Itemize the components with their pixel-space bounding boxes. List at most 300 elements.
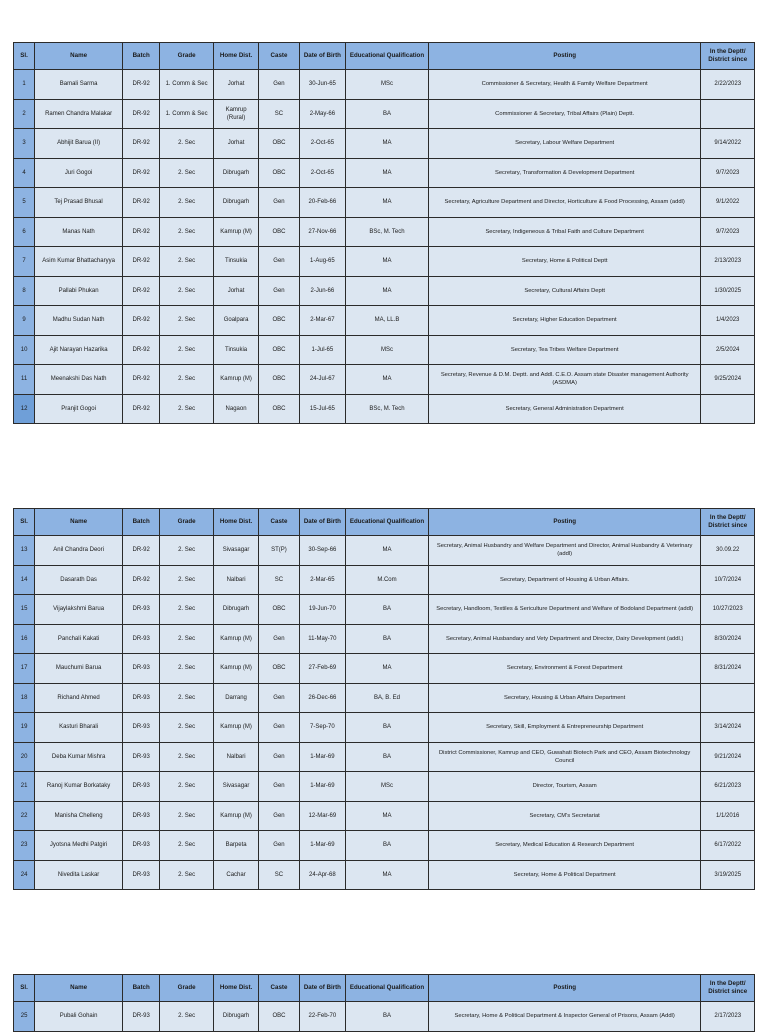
cell-home: Kamrup (M) <box>213 365 258 395</box>
cell-name: Mauchumi Barua <box>35 654 123 684</box>
cell-grade: 1. Comm & Sec <box>160 70 214 100</box>
cell-sl: 7 <box>14 247 35 277</box>
cell-posting: Secretary, Transformation & Development Department <box>428 158 701 188</box>
cell-edu: MA, LL.B <box>346 306 429 336</box>
officer-table-3 <box>13 974 755 1032</box>
column-header-home: Home Dist. <box>213 43 258 70</box>
cell-edu: BSc, M. Tech <box>346 217 429 247</box>
cell-caste: Gen <box>259 742 299 772</box>
cell-grade: 2. Sec <box>160 772 214 802</box>
cell-dob: 1-Aug-65 <box>299 247 345 277</box>
cell-caste: Gen <box>259 713 299 743</box>
cell-home: Jorhat <box>213 70 258 100</box>
cell-dob: 24-Jul-67 <box>299 365 345 395</box>
cell-name: Ranoj Kumar Borkataky <box>35 772 123 802</box>
table-row <box>14 536 755 566</box>
cell-grade: 2. Sec <box>160 831 214 861</box>
cell-caste: OBC <box>259 335 299 365</box>
table-row <box>14 158 755 188</box>
cell-posting: Secretary, Tea Tribes Welfare Department <box>428 335 701 365</box>
cell-home: Darrang <box>213 683 258 713</box>
cell-posting: Secretary, Medical Education & Research Department <box>428 831 701 861</box>
cell-name: Nivedita Laskar <box>35 860 123 890</box>
table-row <box>14 831 755 861</box>
cell-name: Juri Gogoi <box>35 158 123 188</box>
cell-home: Goalpara <box>213 306 258 336</box>
cell-since: 1/4/2023 <box>701 306 755 336</box>
cell-grade: 2. Sec <box>160 595 214 625</box>
cell-dob: 2-Oct-65 <box>299 129 345 159</box>
cell-since: 9/1/2022 <box>701 188 755 218</box>
cell-batch: DR-92 <box>123 365 160 395</box>
header-row <box>14 975 755 1002</box>
cell-caste: SC <box>259 565 299 595</box>
cell-dob: 1-Mar-69 <box>299 742 345 772</box>
cell-dob: 20-Feb-66 <box>299 188 345 218</box>
cell-sl: 14 <box>14 565 35 595</box>
cell-grade: 2. Sec <box>160 1002 214 1032</box>
table-row <box>14 860 755 890</box>
cell-posting: Secretary, General Administration Department <box>428 394 701 424</box>
column-header-name: Name <box>35 975 123 1002</box>
cell-sl: 23 <box>14 831 35 861</box>
cell-dob: 2-Mar-67 <box>299 306 345 336</box>
column-header-name: Name <box>35 509 123 536</box>
cell-name: Pallabi Phukan <box>35 276 123 306</box>
cell-dob: 1-Mar-69 <box>299 831 345 861</box>
column-header-dob: Date of Birth <box>299 509 345 536</box>
column-header-since: In the Deptt/ District since <box>701 509 755 536</box>
header-row <box>14 43 755 70</box>
table-row <box>14 772 755 802</box>
cell-edu: BA <box>346 595 429 625</box>
cell-edu: MA <box>346 158 429 188</box>
cell-grade: 2. Sec <box>160 306 214 336</box>
cell-sl: 12 <box>14 394 35 424</box>
cell-name: Bamali Sarma <box>35 70 123 100</box>
cell-since: 9/21/2024 <box>701 742 755 772</box>
cell-posting: Commissioner & Secretary, Tribal Affairs (Plain) Deptt. <box>428 99 701 129</box>
table-row <box>14 624 755 654</box>
cell-caste: SC <box>259 99 299 129</box>
cell-caste: Gen <box>259 188 299 218</box>
cell-edu: MA <box>346 801 429 831</box>
cell-posting: Secretary, Cultural Affairs Deptt <box>428 276 701 306</box>
cell-posting: Secretary, Indigeneous & Tribal Faith and Culture Department <box>428 217 701 247</box>
data-table <box>13 42 755 424</box>
cell-posting: Secretary, Agriculture Department and Director, Horticulture & Food Processing, Assam (addl) <box>428 188 701 218</box>
cell-grade: 2. Sec <box>160 247 214 277</box>
cell-caste: OBC <box>259 217 299 247</box>
cell-caste: OBC <box>259 1002 299 1032</box>
cell-since: 3/19/2025 <box>701 860 755 890</box>
cell-edu: BSc, M. Tech <box>346 394 429 424</box>
cell-posting: Secretary, Housing & Urban Affairs Department <box>428 683 701 713</box>
officer-table-2 <box>13 508 755 890</box>
cell-posting: Secretary, CM's Secretariat <box>428 801 701 831</box>
cell-sl: 24 <box>14 860 35 890</box>
cell-batch: DR-92 <box>123 335 160 365</box>
column-header-sl: Sl. <box>14 43 35 70</box>
cell-name: Abhijit Barua (II) <box>35 129 123 159</box>
cell-dob: 2-Mar-65 <box>299 565 345 595</box>
cell-name: Dasarath Das <box>35 565 123 595</box>
cell-grade: 2. Sec <box>160 860 214 890</box>
cell-dob: 22-Feb-70 <box>299 1002 345 1032</box>
table-row <box>14 801 755 831</box>
cell-edu: M.Com <box>346 565 429 595</box>
cell-home: Nagaon <box>213 394 258 424</box>
cell-sl: 3 <box>14 129 35 159</box>
cell-dob: 27-Nov-66 <box>299 217 345 247</box>
cell-dob: 1-Jul-65 <box>299 335 345 365</box>
table-row <box>14 335 755 365</box>
column-header-posting: Posting <box>428 43 701 70</box>
cell-sl: 4 <box>14 158 35 188</box>
column-header-since: In the Deptt/ District since <box>701 975 755 1002</box>
cell-since: 9/25/2024 <box>701 365 755 395</box>
table-row <box>14 70 755 100</box>
table-row <box>14 99 755 129</box>
cell-batch: DR-92 <box>123 70 160 100</box>
cell-batch: DR-93 <box>123 1002 160 1032</box>
cell-dob: 2-Jun-66 <box>299 276 345 306</box>
cell-grade: 2. Sec <box>160 683 214 713</box>
cell-grade: 2. Sec <box>160 654 214 684</box>
cell-caste: OBC <box>259 158 299 188</box>
cell-batch: DR-92 <box>123 306 160 336</box>
cell-posting: Secretary, Revenue & D.M. Deptt. and Addl. C.E.O. Assam state Disaster management Authority (ASDMA) <box>428 365 701 395</box>
column-header-caste: Caste <box>259 975 299 1002</box>
cell-edu: MA <box>346 860 429 890</box>
cell-sl: 22 <box>14 801 35 831</box>
cell-posting: Secretary, Home & Political Department <box>428 860 701 890</box>
cell-batch: DR-93 <box>123 654 160 684</box>
cell-grade: 2. Sec <box>160 565 214 595</box>
cell-caste: SC <box>259 860 299 890</box>
cell-since: 8/31/2024 <box>701 654 755 684</box>
cell-dob: 30-Sep-66 <box>299 536 345 566</box>
column-header-grade: Grade <box>160 43 214 70</box>
cell-grade: 2. Sec <box>160 394 214 424</box>
cell-edu: MA <box>346 188 429 218</box>
cell-edu: MA <box>346 129 429 159</box>
cell-dob: 19-Jun-70 <box>299 595 345 625</box>
cell-caste: Gen <box>259 276 299 306</box>
table-row <box>14 129 755 159</box>
cell-home: Sivasagar <box>213 536 258 566</box>
cell-name: Richand Ahmed <box>35 683 123 713</box>
cell-sl: 21 <box>14 772 35 802</box>
cell-grade: 2. Sec <box>160 188 214 218</box>
column-header-edu: Educational Qualification <box>346 509 429 536</box>
table-row <box>14 306 755 336</box>
cell-sl: 11 <box>14 365 35 395</box>
cell-dob: 2-May-66 <box>299 99 345 129</box>
cell-batch: DR-93 <box>123 624 160 654</box>
cell-batch: DR-93 <box>123 595 160 625</box>
cell-posting: Secretary, Department of Housing & Urban Affairs. <box>428 565 701 595</box>
cell-edu: MA <box>346 536 429 566</box>
cell-home: Dibrugarh <box>213 595 258 625</box>
cell-home: Nalbari <box>213 565 258 595</box>
cell-caste: ST(P) <box>259 536 299 566</box>
cell-home: Dibrugarh <box>213 158 258 188</box>
column-header-posting: Posting <box>428 509 701 536</box>
cell-sl: 13 <box>14 536 35 566</box>
cell-posting: Secretary, Home & Political Department & Inspector General of Prisons, Assam (Addl) <box>428 1002 701 1032</box>
cell-dob: 27-Feb-69 <box>299 654 345 684</box>
cell-dob: 1-Mar-69 <box>299 772 345 802</box>
cell-name: Deba Kumar Mishra <box>35 742 123 772</box>
table-row <box>14 713 755 743</box>
cell-grade: 2. Sec <box>160 158 214 188</box>
cell-caste: Gen <box>259 772 299 802</box>
table-row <box>14 1002 755 1032</box>
table-row <box>14 365 755 395</box>
cell-home: Dibrugarh <box>213 1002 258 1032</box>
data-table <box>13 508 755 890</box>
cell-home: Cachar <box>213 860 258 890</box>
cell-since: 2/13/2023 <box>701 247 755 277</box>
cell-name: Madhu Sudan Nath <box>35 306 123 336</box>
cell-edu: BA, B. Ed <box>346 683 429 713</box>
cell-posting: Secretary, Higher Education Department <box>428 306 701 336</box>
cell-posting: Secretary, Animal Husbandary and Vety Department and Director, Dairy Development (addl.) <box>428 624 701 654</box>
cell-posting: Commissioner & Secretary, Health & Family Welfare Department <box>428 70 701 100</box>
cell-since: 1/30/2025 <box>701 276 755 306</box>
cell-name: Anil Chandra Deori <box>35 536 123 566</box>
table-row <box>14 394 755 424</box>
cell-batch: DR-92 <box>123 276 160 306</box>
cell-name: Panchali Kakati <box>35 624 123 654</box>
cell-home: Nalbari <box>213 742 258 772</box>
cell-caste: OBC <box>259 306 299 336</box>
cell-home: Kamrup (Rural) <box>213 99 258 129</box>
table-row <box>14 188 755 218</box>
cell-dob: 7-Sep-70 <box>299 713 345 743</box>
cell-posting: Secretary, Home & Political Deptt <box>428 247 701 277</box>
cell-name: Ramen Chandra Malakar <box>35 99 123 129</box>
cell-name: Ajit Narayan Hazarika <box>35 335 123 365</box>
cell-posting: District Commissioner, Kamrup and CEO, Guwahati Biotech Park and CEO, Assam Biotechnology Council <box>428 742 701 772</box>
cell-home: Tinsukia <box>213 335 258 365</box>
cell-caste: OBC <box>259 129 299 159</box>
cell-home: Sivasagar <box>213 772 258 802</box>
cell-name: Tej Prasad Bhusal <box>35 188 123 218</box>
cell-since: 9/7/2023 <box>701 158 755 188</box>
cell-grade: 2. Sec <box>160 624 214 654</box>
cell-sl: 20 <box>14 742 35 772</box>
cell-name: Manas Nath <box>35 217 123 247</box>
table-row <box>14 595 755 625</box>
cell-sl: 15 <box>14 595 35 625</box>
cell-batch: DR-92 <box>123 158 160 188</box>
cell-batch: DR-92 <box>123 565 160 595</box>
cell-edu: BA <box>346 831 429 861</box>
cell-since: 6/21/2023 <box>701 772 755 802</box>
cell-sl: 16 <box>14 624 35 654</box>
column-header-edu: Educational Qualification <box>346 43 429 70</box>
column-header-dob: Date of Birth <box>299 975 345 1002</box>
cell-since: 10/27/2023 <box>701 595 755 625</box>
table-row <box>14 683 755 713</box>
cell-since: 30.09.22 <box>701 536 755 566</box>
cell-batch: DR-93 <box>123 713 160 743</box>
table-row <box>14 742 755 772</box>
cell-batch: DR-92 <box>123 129 160 159</box>
cell-edu: MA <box>346 276 429 306</box>
cell-sl: 8 <box>14 276 35 306</box>
cell-since: 9/7/2023 <box>701 217 755 247</box>
cell-edu: BA <box>346 713 429 743</box>
cell-posting: Secretary, Animal Husbandry and Welfare Department and Director, Animal Husbandry & Veterinary (addl) <box>428 536 701 566</box>
column-header-caste: Caste <box>259 43 299 70</box>
cell-since: 3/14/2024 <box>701 713 755 743</box>
cell-caste: OBC <box>259 394 299 424</box>
cell-since <box>701 99 755 129</box>
cell-edu: MA <box>346 365 429 395</box>
cell-sl: 25 <box>14 1002 35 1032</box>
cell-caste: OBC <box>259 595 299 625</box>
cell-sl: 1 <box>14 70 35 100</box>
column-header-sl: Sl. <box>14 509 35 536</box>
column-header-caste: Caste <box>259 509 299 536</box>
column-header-grade: Grade <box>160 975 214 1002</box>
cell-posting: Secretary, Handloom, Textiles & Sericulture Department and Welfare of Bodoland Department (addl) <box>428 595 701 625</box>
cell-since: 8/30/2024 <box>701 624 755 654</box>
cell-home: Tinsukia <box>213 247 258 277</box>
cell-caste: Gen <box>259 831 299 861</box>
cell-home: Kamrup (M) <box>213 624 258 654</box>
cell-batch: DR-92 <box>123 247 160 277</box>
cell-sl: 5 <box>14 188 35 218</box>
cell-grade: 2. Sec <box>160 129 214 159</box>
cell-sl: 6 <box>14 217 35 247</box>
cell-batch: DR-93 <box>123 772 160 802</box>
column-header-edu: Educational Qualification <box>346 975 429 1002</box>
cell-posting: Director, Tourism, Assam <box>428 772 701 802</box>
cell-dob: 12-Mar-69 <box>299 801 345 831</box>
data-table <box>13 974 755 1032</box>
cell-caste: Gen <box>259 247 299 277</box>
cell-caste: OBC <box>259 654 299 684</box>
cell-edu: MSc <box>346 772 429 802</box>
cell-edu: MSc <box>346 335 429 365</box>
column-header-posting: Posting <box>428 975 701 1002</box>
cell-batch: DR-92 <box>123 99 160 129</box>
cell-grade: 2. Sec <box>160 536 214 566</box>
cell-home: Kamrup (M) <box>213 713 258 743</box>
cell-batch: DR-92 <box>123 188 160 218</box>
cell-home: Kamrup (M) <box>213 217 258 247</box>
cell-home: Dibrugarh <box>213 188 258 218</box>
cell-since: 2/5/2024 <box>701 335 755 365</box>
cell-caste: Gen <box>259 624 299 654</box>
cell-since <box>701 394 755 424</box>
cell-name: Meenakshi Das Nath <box>35 365 123 395</box>
column-header-sl: Sl. <box>14 975 35 1002</box>
cell-name: Pubali Gohain <box>35 1002 123 1032</box>
cell-grade: 2. Sec <box>160 365 214 395</box>
cell-grade: 2. Sec <box>160 217 214 247</box>
column-header-dob: Date of Birth <box>299 43 345 70</box>
cell-posting: Secretary, Labour Welfare Department <box>428 129 701 159</box>
cell-dob: 11-May-70 <box>299 624 345 654</box>
cell-dob: 15-Jul-65 <box>299 394 345 424</box>
cell-caste: Gen <box>259 801 299 831</box>
cell-home: Kamrup (M) <box>213 801 258 831</box>
table-row <box>14 276 755 306</box>
column-header-batch: Batch <box>123 509 160 536</box>
cell-batch: DR-93 <box>123 683 160 713</box>
cell-dob: 24-Apr-68 <box>299 860 345 890</box>
cell-dob: 30-Jun-65 <box>299 70 345 100</box>
cell-since: 6/17/2022 <box>701 831 755 861</box>
cell-batch: DR-93 <box>123 860 160 890</box>
cell-edu: MSc <box>346 70 429 100</box>
cell-grade: 2. Sec <box>160 335 214 365</box>
cell-sl: 17 <box>14 654 35 684</box>
officer-table-1 <box>13 42 755 424</box>
column-header-home: Home Dist. <box>213 509 258 536</box>
cell-edu: BA <box>346 1002 429 1032</box>
cell-batch: DR-93 <box>123 831 160 861</box>
table-row <box>14 565 755 595</box>
cell-sl: 2 <box>14 99 35 129</box>
cell-batch: DR-92 <box>123 536 160 566</box>
cell-name: Pranjit Gogoi <box>35 394 123 424</box>
cell-posting: Secretary, Environment & Forest Department <box>428 654 701 684</box>
cell-edu: MA <box>346 247 429 277</box>
cell-grade: 2. Sec <box>160 742 214 772</box>
cell-home: Jorhat <box>213 276 258 306</box>
cell-dob: 2-Oct-65 <box>299 158 345 188</box>
cell-since <box>701 683 755 713</box>
cell-name: Vijaylakshmi Barua <box>35 595 123 625</box>
cell-sl: 9 <box>14 306 35 336</box>
cell-home: Jorhat <box>213 129 258 159</box>
cell-batch: DR-92 <box>123 394 160 424</box>
cell-batch: DR-92 <box>123 217 160 247</box>
column-header-name: Name <box>35 43 123 70</box>
cell-edu: BA <box>346 99 429 129</box>
column-header-batch: Batch <box>123 43 160 70</box>
cell-batch: DR-93 <box>123 801 160 831</box>
cell-posting: Secretary, Skill, Employment & Entrepreneurship Department <box>428 713 701 743</box>
cell-grade: 2. Sec <box>160 801 214 831</box>
cell-name: Kasturi Bharali <box>35 713 123 743</box>
column-header-grade: Grade <box>160 509 214 536</box>
cell-caste: Gen <box>259 70 299 100</box>
cell-sl: 10 <box>14 335 35 365</box>
cell-name: Manisha Chelleng <box>35 801 123 831</box>
cell-since: 2/22/2023 <box>701 70 755 100</box>
cell-home: Barpeta <box>213 831 258 861</box>
column-header-batch: Batch <box>123 975 160 1002</box>
cell-caste: Gen <box>259 683 299 713</box>
header-row <box>14 509 755 536</box>
cell-since: 2/17/2023 <box>701 1002 755 1032</box>
cell-since: 1/1/2016 <box>701 801 755 831</box>
cell-sl: 18 <box>14 683 35 713</box>
table-row <box>14 654 755 684</box>
cell-sl: 19 <box>14 713 35 743</box>
cell-edu: BA <box>346 624 429 654</box>
cell-edu: MA <box>346 654 429 684</box>
cell-since: 10/7/2024 <box>701 565 755 595</box>
cell-grade: 2. Sec <box>160 713 214 743</box>
